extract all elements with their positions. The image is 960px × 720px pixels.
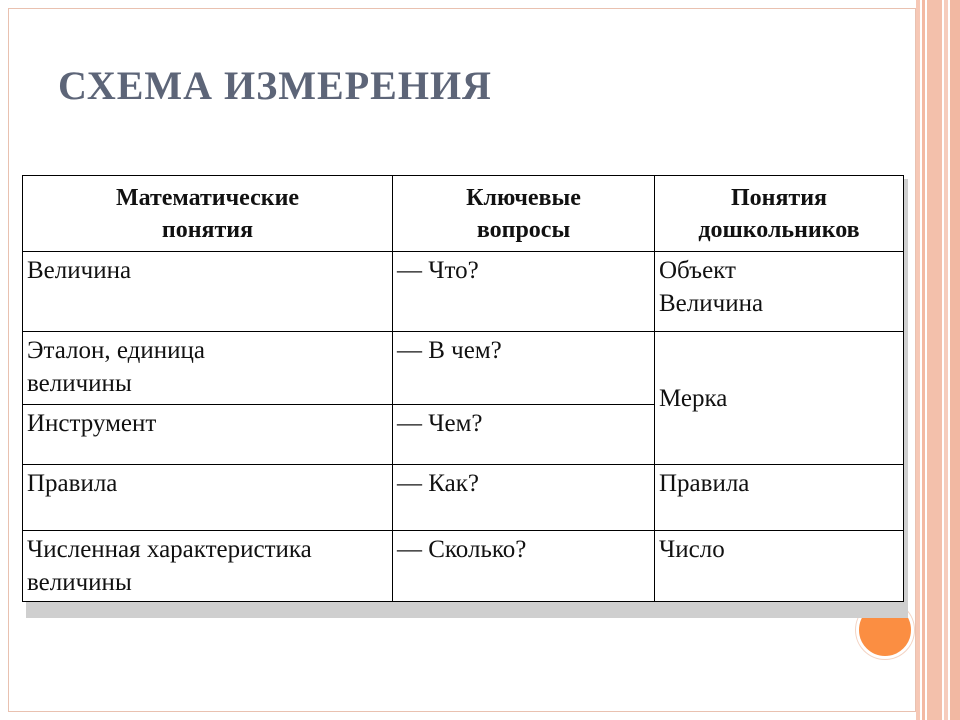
cell-preschool-merged xyxy=(655,332,904,465)
stripe xyxy=(950,0,960,720)
header-math-concepts xyxy=(23,176,393,252)
cell-preschool xyxy=(655,252,904,332)
decorative-stripes xyxy=(916,0,960,720)
cell-concept xyxy=(23,531,393,602)
table-row xyxy=(23,531,904,602)
cell-text: Величина xyxy=(659,290,764,317)
cell-text: Эталон, единица xyxy=(27,337,206,364)
cell-concept xyxy=(23,332,393,405)
header-text: Понятия xyxy=(730,184,828,211)
cell-question: — Как? xyxy=(393,465,655,531)
cell-preschool xyxy=(655,465,904,531)
header-text: дошкольников xyxy=(698,216,860,243)
table-row xyxy=(23,252,904,332)
table-row xyxy=(23,465,904,531)
cell-preschool xyxy=(655,531,904,602)
cell-question: — Что? xyxy=(393,252,655,332)
cell-text: Величина xyxy=(27,257,132,284)
cell-text: величины xyxy=(27,569,132,596)
cell-concept xyxy=(23,252,393,332)
header-key-questions xyxy=(393,176,655,252)
cell-text: Число xyxy=(659,536,725,563)
cell-text: Численная характеристика xyxy=(27,536,312,563)
stripe xyxy=(916,0,920,720)
stripe xyxy=(944,0,948,720)
cell-text: Правила xyxy=(27,470,118,497)
slide-title: СХЕМА ИЗМЕРЕНИЯ xyxy=(58,63,492,108)
cell-concept xyxy=(23,405,393,465)
measurement-table xyxy=(22,175,904,602)
table-header-row xyxy=(23,176,904,252)
cell-concept xyxy=(23,465,393,531)
header-text: вопросы xyxy=(476,216,571,243)
cell-text: Мерка xyxy=(659,384,728,412)
cell-text: Объект xyxy=(659,257,736,284)
cell-question: — Чем? xyxy=(393,405,655,465)
cell-question: — Сколько? xyxy=(393,531,655,602)
stripe xyxy=(927,0,942,720)
cell-question: — В чем? xyxy=(393,332,655,405)
header-text: Математические xyxy=(115,184,300,211)
header-text: Ключевые xyxy=(466,184,581,211)
cell-text: Инструмент xyxy=(27,410,157,437)
header-text: понятия xyxy=(161,216,254,243)
table-row xyxy=(23,332,904,405)
cell-text: Правила xyxy=(659,470,750,497)
stripe xyxy=(922,0,925,720)
cell-text: величины xyxy=(27,370,132,397)
header-preschool-concepts xyxy=(655,176,904,252)
